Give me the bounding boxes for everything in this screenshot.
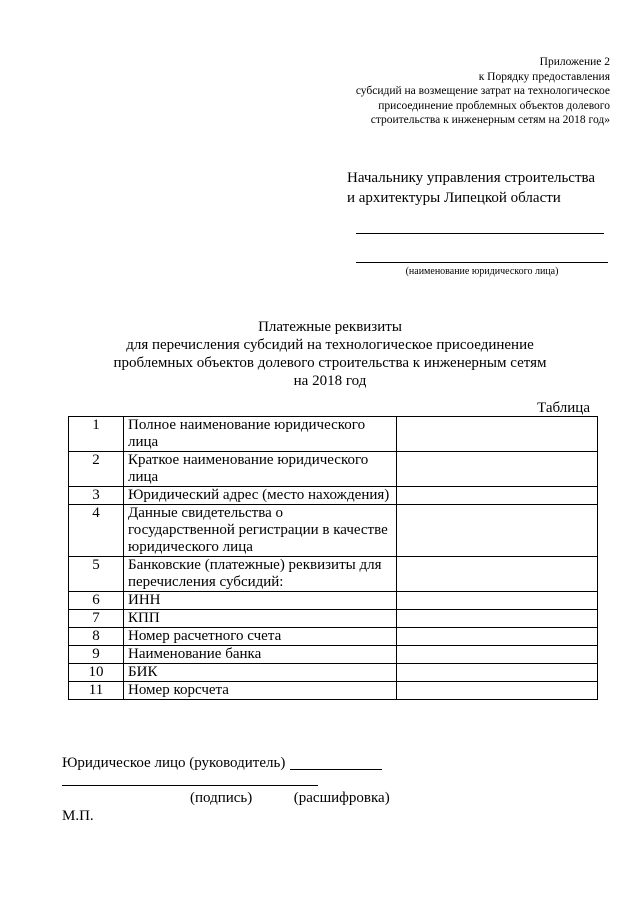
signer-blank-line[interactable] [290,769,382,770]
annex-line: присоединение проблемных объектов долевого [378,99,610,112]
row-field-value[interactable] [397,646,598,664]
decoding-caption: (расшифровка) [293,790,390,806]
table-row [69,487,598,505]
row-number: 2 [69,452,124,487]
signature-captions [190,790,390,807]
signature-caption: (подпись) [190,790,253,806]
row-field-value[interactable] [397,682,598,700]
row-number: 8 [69,628,124,646]
annex-header [290,55,610,128]
row-field-name: Краткое наименование юридического лица [124,452,397,487]
addressee-line: и архитектуры Липецкой области [347,190,561,206]
table-row [69,628,598,646]
row-number: 4 [69,505,124,557]
table-row [69,452,598,487]
table-row [69,664,598,682]
table-row [69,505,598,557]
addressee-line: Начальнику управления строительства [347,170,596,186]
signature-line[interactable] [62,785,318,786]
stamp-label: М.П. [62,808,94,824]
annex-line: Приложение 2 [539,56,610,68]
row-field-name: ИНН [124,592,397,610]
title-line: для перечисления субсидий на технологическое присоединение [126,337,534,353]
table-row [69,610,598,628]
addressee-block [347,168,595,208]
row-field-name: Полное наименование юридического лица [124,417,397,452]
legal-entity-blank-line [356,262,608,263]
row-field-value[interactable] [397,505,598,557]
row-field-name: Наименование банка [124,646,397,664]
table-caption: Таблица [537,400,590,416]
row-field-name: БИК [124,664,397,682]
row-field-value[interactable] [397,628,598,646]
row-number: 10 [69,664,124,682]
row-number: 1 [69,417,124,452]
requisites-table [68,416,598,700]
row-field-value[interactable] [397,452,598,487]
title-line: проблемных объектов долевого строительства к инженерным сетям [113,355,547,371]
row-field-name: Номер расчетного счета [124,628,397,646]
row-field-value[interactable] [397,610,598,628]
annex-line: к Порядку предоставления [478,70,610,83]
row-number: 6 [69,592,124,610]
table-row [69,592,598,610]
row-field-value[interactable] [397,664,598,682]
table-row [69,682,598,700]
row-number: 7 [69,610,124,628]
row-field-value[interactable] [397,487,598,505]
row-field-value[interactable] [397,417,598,452]
row-field-name: Банковские (платежные) реквизиты для перечисления субсидий: [124,557,397,592]
row-number: 9 [69,646,124,664]
table-row [69,417,598,452]
addressee-blank-line [356,233,604,234]
row-field-name: Номер корсчета [124,682,397,700]
annex-line: субсидий на возмещение затрат на технологическое [355,85,610,97]
signer-label: Юридическое лицо (руководитель) [62,755,286,771]
table-row [69,557,598,592]
row-number: 11 [69,682,124,700]
row-field-value[interactable] [397,557,598,592]
row-field-name: Юридический адрес (место нахождения) [124,487,397,505]
row-field-name: КПП [124,610,397,628]
row-field-name: Данные свидетельства о государственной регистрации в качестве юридического лица [124,505,397,557]
legal-entity-caption: (наименование юридического лица) [405,266,559,277]
row-number: 5 [69,557,124,592]
table-row [69,646,598,664]
title-line: на 2018 год [293,373,367,389]
annex-line: строительства к инженерным сетям на 2018 год» [370,114,610,126]
document-title [60,318,600,390]
title-line: Платежные реквизиты [258,319,402,335]
row-field-value[interactable] [397,592,598,610]
row-number: 3 [69,487,124,505]
